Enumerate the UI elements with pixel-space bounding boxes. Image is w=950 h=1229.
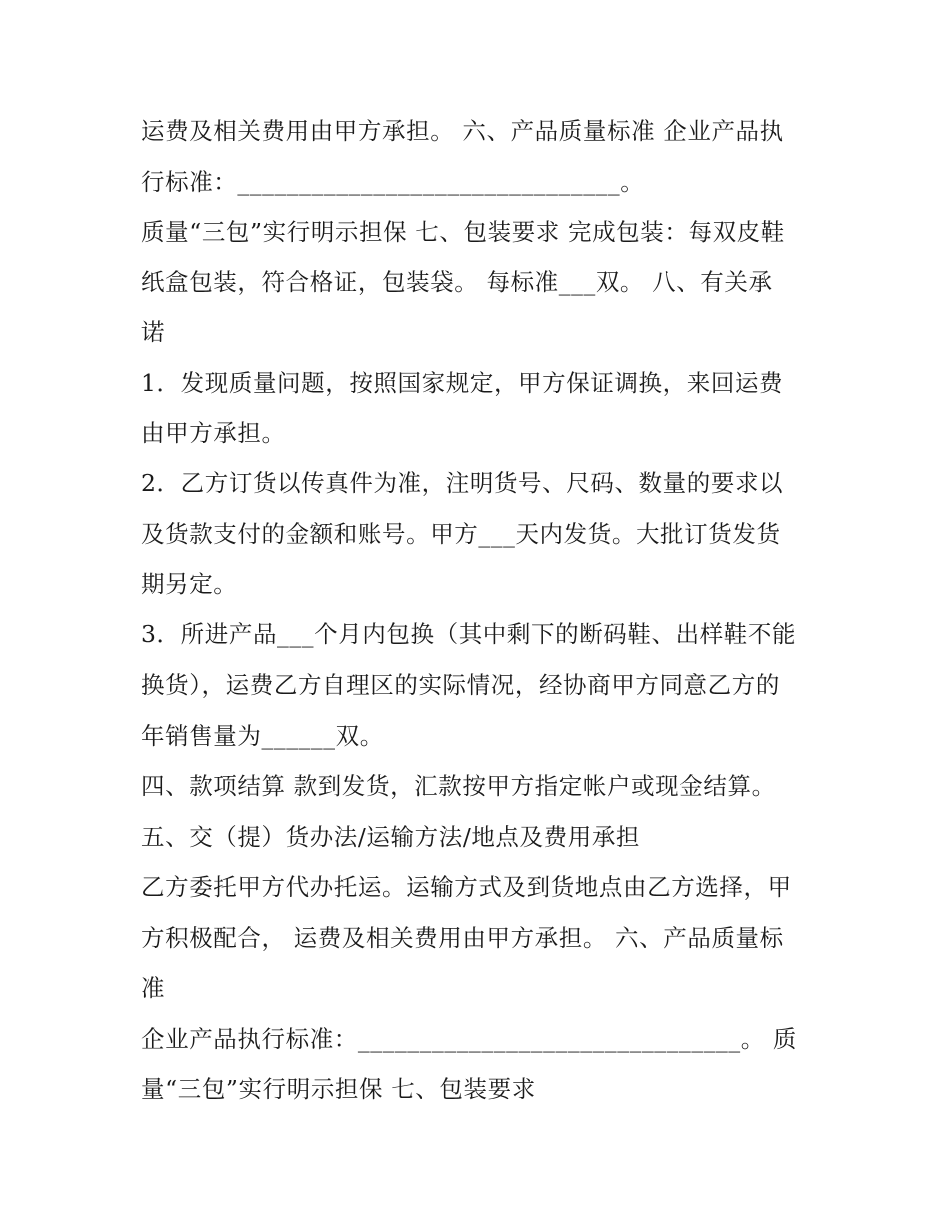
text-line: 纸盒包装，符合格证，包装袋。 每标准___双。 八、有关承 xyxy=(141,268,773,296)
text-line: 五、交（提）货办法/运输方法/地点及费用承担 xyxy=(141,823,641,851)
text-line: 由甲方承担。 xyxy=(141,419,286,447)
text-line: 及货款支付的金额和账号。甲方___天内发货。大批订货发货 xyxy=(141,520,781,548)
text-line: 企业产品执行标准：_______________________________。 质 xyxy=(141,1025,798,1053)
text-line: 量“三包”实行明示担保 七、包装要求 xyxy=(141,1075,536,1103)
text-line: 3．所进产品___个月内包换（其中剩下的断码鞋、出样鞋不能 xyxy=(141,620,797,648)
text-line: 年销售量为______双。 xyxy=(141,722,384,750)
text-line: 方积极配合， 运费及相关费用由甲方承担。 六、产品质量标 xyxy=(141,924,784,952)
text-line: 2．乙方订货以传真件为准，注明货号、尺码、数量的要求以 xyxy=(141,469,784,497)
text-line: 质量“三包”实行明示担保 七、包装要求 完成包装：每双皮鞋 xyxy=(141,218,785,246)
text-line: 运费及相关费用由甲方承担。 六、产品质量标准 企业产品执 xyxy=(141,117,784,145)
text-line: 期另定。 xyxy=(141,570,238,598)
text-line: 行标准：_______________________________。 xyxy=(141,168,645,196)
text-line: 诺 xyxy=(141,318,166,346)
text-line: 乙方委托甲方代办托运。运输方式及到货地点由乙方选择，甲 xyxy=(141,873,792,901)
text-line: 1．发现质量问题，按照国家规定，甲方保证调换，来回运费 xyxy=(141,369,784,397)
text-line: 准 xyxy=(141,974,166,1002)
text-line: 四、款项结算 款到发货，汇款按甲方指定帐户或现金结算。 xyxy=(141,772,776,800)
text-line: 换货），运费乙方自理区的实际情况，经协商甲方同意乙方的 xyxy=(141,671,780,699)
